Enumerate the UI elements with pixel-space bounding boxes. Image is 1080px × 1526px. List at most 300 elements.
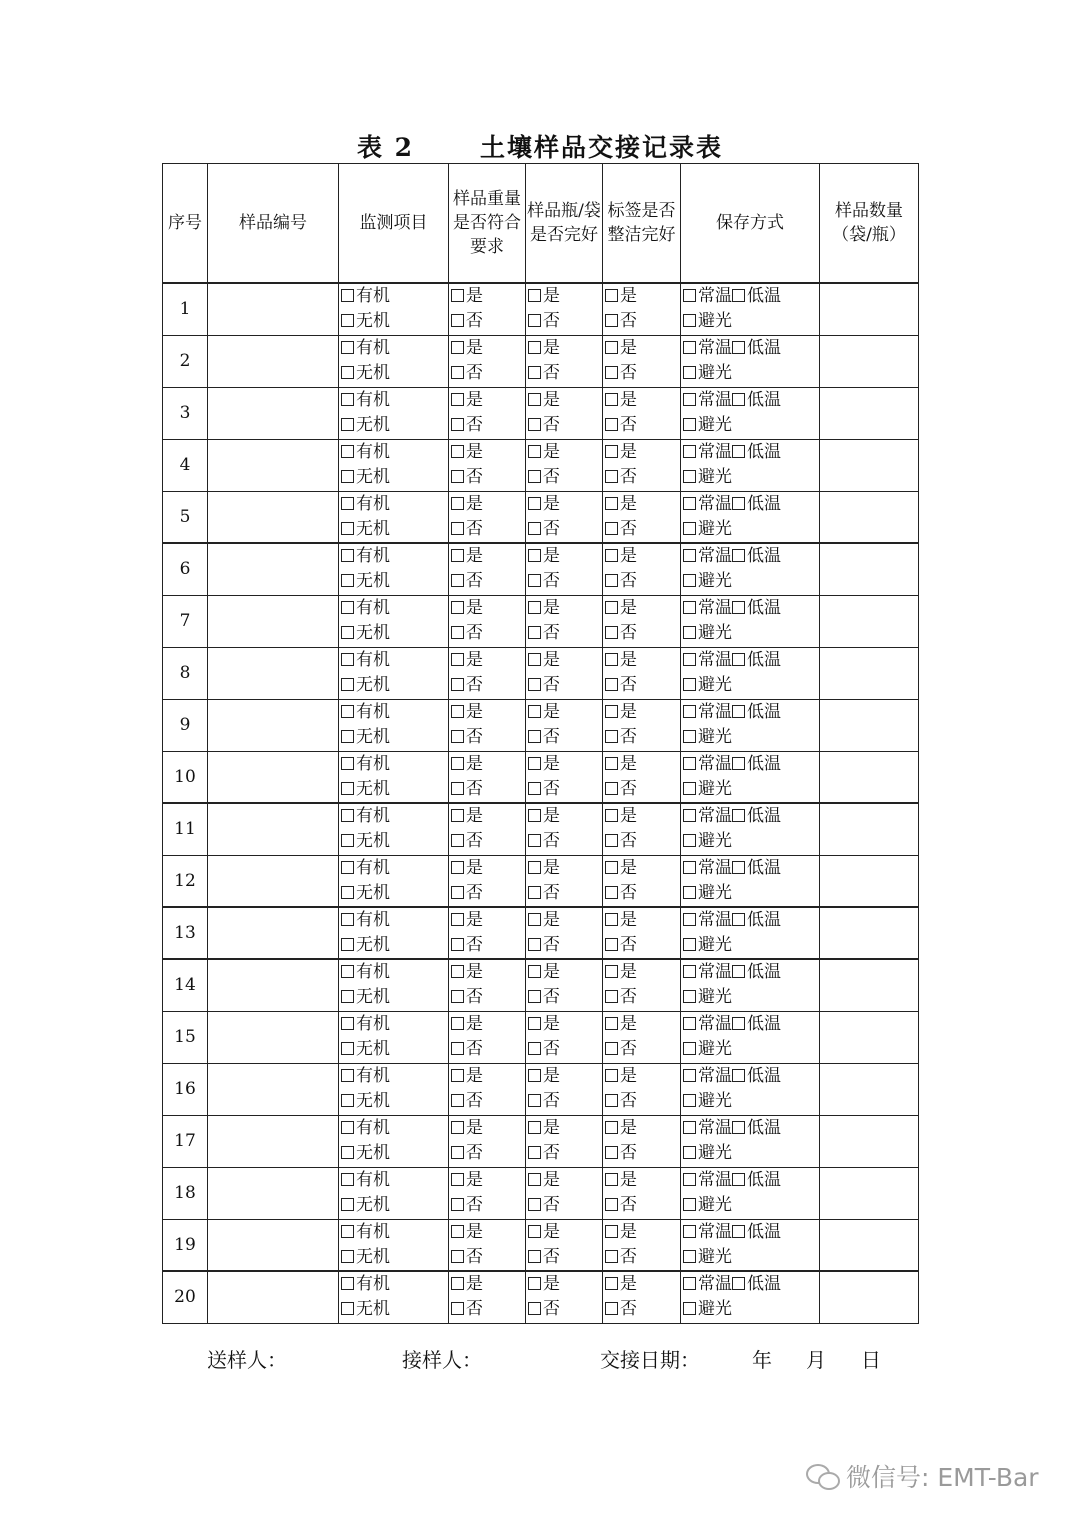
checkbox[interactable]	[732, 1277, 745, 1290]
checkbox[interactable]	[605, 289, 618, 302]
checkbox[interactable]	[683, 289, 696, 302]
option-organic[interactable]: 有机	[341, 284, 448, 309]
option-low-temp[interactable]: 低温	[747, 546, 781, 567]
quantity-cell[interactable]	[820, 543, 919, 595]
checkbox[interactable]	[683, 938, 696, 951]
checkbox[interactable]	[341, 809, 354, 822]
option-yes[interactable]: 是	[451, 388, 525, 413]
option-room-temp[interactable]: 常温	[698, 806, 732, 827]
checkbox[interactable]	[605, 757, 618, 770]
option-no[interactable]: 否	[605, 1037, 680, 1062]
checkbox[interactable]	[683, 782, 696, 795]
checkbox[interactable]	[528, 990, 541, 1003]
quantity-cell[interactable]	[820, 335, 919, 387]
checkbox[interactable]	[451, 470, 464, 483]
option-low-temp[interactable]: 低温	[747, 910, 781, 930]
option-no[interactable]: 否	[605, 673, 680, 698]
checkbox[interactable]	[451, 1302, 464, 1315]
checkbox[interactable]	[341, 1277, 354, 1290]
checkbox[interactable]	[528, 1121, 541, 1134]
quantity-cell[interactable]	[820, 699, 919, 751]
checkbox[interactable]	[732, 809, 745, 822]
option-no[interactable]: 否	[605, 985, 680, 1010]
option-dark[interactable]: 避光	[683, 1037, 819, 1062]
option-dark[interactable]: 避光	[683, 621, 819, 646]
option-room-temp[interactable]: 常温	[698, 650, 732, 670]
option-no[interactable]: 否	[451, 725, 525, 750]
checkbox[interactable]	[732, 757, 745, 770]
option-no[interactable]: 否	[451, 673, 525, 698]
option-inorganic[interactable]: 无机	[341, 1297, 448, 1322]
option-yes[interactable]: 是	[528, 336, 602, 361]
option-no[interactable]: 否	[605, 1089, 680, 1114]
checkbox[interactable]	[341, 1146, 354, 1159]
checkbox[interactable]	[683, 314, 696, 327]
option-low-temp[interactable]: 低温	[747, 390, 781, 410]
option-organic[interactable]: 有机	[341, 1064, 448, 1089]
checkbox[interactable]	[451, 1225, 464, 1238]
checkbox[interactable]	[341, 366, 354, 379]
option-inorganic[interactable]: 无机	[341, 1141, 448, 1166]
option-yes[interactable]: 是	[451, 700, 525, 725]
checkbox[interactable]	[451, 341, 464, 354]
option-dark[interactable]: 避光	[683, 1089, 819, 1114]
option-inorganic[interactable]: 无机	[341, 881, 448, 906]
checkbox[interactable]	[528, 678, 541, 691]
option-yes[interactable]: 是	[528, 960, 602, 985]
checkbox[interactable]	[605, 1094, 618, 1107]
option-low-temp[interactable]: 低温	[747, 857, 781, 878]
checkbox[interactable]	[341, 1094, 354, 1107]
checkbox[interactable]	[683, 366, 696, 379]
checkbox[interactable]	[605, 1121, 618, 1134]
checkbox[interactable]	[605, 809, 618, 822]
option-no[interactable]: 否	[528, 569, 602, 594]
option-yes[interactable]: 是	[528, 1012, 602, 1037]
checkbox[interactable]	[451, 913, 464, 926]
option-yes[interactable]: 是	[528, 1272, 602, 1297]
option-yes[interactable]: 是	[451, 284, 525, 309]
option-room-temp[interactable]: 常温	[698, 702, 732, 722]
checkbox[interactable]	[528, 782, 541, 795]
checkbox[interactable]	[528, 549, 541, 562]
option-no[interactable]: 否	[451, 309, 525, 334]
option-yes[interactable]: 是	[528, 1168, 602, 1193]
checkbox[interactable]	[451, 418, 464, 431]
checkbox[interactable]	[341, 705, 354, 718]
checkbox[interactable]	[528, 341, 541, 354]
checkbox[interactable]	[451, 782, 464, 795]
option-yes[interactable]: 是	[605, 336, 680, 361]
option-inorganic[interactable]: 无机	[341, 673, 448, 698]
checkbox[interactable]	[732, 705, 745, 718]
checkbox[interactable]	[732, 393, 745, 406]
option-yes[interactable]: 是	[451, 492, 525, 517]
checkbox[interactable]	[683, 861, 696, 874]
option-no[interactable]: 否	[605, 517, 680, 542]
checkbox[interactable]	[683, 757, 696, 770]
option-no[interactable]: 否	[605, 361, 680, 386]
checkbox[interactable]	[605, 418, 618, 431]
option-no[interactable]: 否	[451, 361, 525, 386]
quantity-cell[interactable]	[820, 283, 919, 335]
checkbox[interactable]	[605, 678, 618, 691]
option-yes[interactable]: 是	[451, 648, 525, 673]
option-organic[interactable]: 有机	[341, 336, 448, 361]
checkbox[interactable]	[732, 965, 745, 978]
option-room-temp[interactable]: 常温	[698, 1118, 732, 1138]
checkbox[interactable]	[683, 470, 696, 483]
checkbox[interactable]	[683, 341, 696, 354]
checkbox[interactable]	[528, 314, 541, 327]
option-no[interactable]: 否	[605, 1193, 680, 1218]
option-organic[interactable]: 有机	[341, 804, 448, 829]
option-yes[interactable]: 是	[605, 804, 680, 829]
option-yes[interactable]: 是	[451, 856, 525, 881]
checkbox[interactable]	[341, 990, 354, 1003]
quantity-cell[interactable]	[820, 439, 919, 491]
option-no[interactable]: 否	[605, 1245, 680, 1270]
checkbox[interactable]	[451, 1042, 464, 1055]
option-dark[interactable]: 避光	[683, 1141, 819, 1166]
checkbox[interactable]	[605, 314, 618, 327]
option-no[interactable]: 否	[451, 1297, 525, 1322]
option-no[interactable]: 否	[605, 933, 680, 958]
option-no[interactable]: 否	[451, 1089, 525, 1114]
option-dark[interactable]: 避光	[683, 1193, 819, 1218]
sample-no-cell[interactable]	[208, 647, 339, 699]
option-no[interactable]: 否	[528, 673, 602, 698]
option-no[interactable]: 否	[605, 309, 680, 334]
option-dark[interactable]: 避光	[683, 569, 819, 594]
checkbox[interactable]	[683, 1017, 696, 1030]
checkbox[interactable]	[341, 497, 354, 510]
option-yes[interactable]: 是	[451, 1272, 525, 1297]
sample-no-cell[interactable]	[208, 387, 339, 439]
option-yes[interactable]: 是	[451, 1012, 525, 1037]
option-low-temp[interactable]: 低温	[747, 1221, 781, 1242]
option-dark[interactable]: 避光	[683, 309, 819, 334]
checkbox[interactable]	[451, 1277, 464, 1290]
option-low-temp[interactable]: 低温	[747, 1170, 781, 1190]
option-yes[interactable]: 是	[605, 440, 680, 465]
checkbox[interactable]	[732, 1017, 745, 1030]
checkbox[interactable]	[341, 1225, 354, 1238]
option-yes[interactable]: 是	[605, 856, 680, 881]
option-yes[interactable]: 是	[528, 596, 602, 621]
option-yes[interactable]: 是	[605, 1168, 680, 1193]
checkbox[interactable]	[528, 626, 541, 639]
option-no[interactable]: 否	[605, 1297, 680, 1322]
option-dark[interactable]: 避光	[683, 517, 819, 542]
option-inorganic[interactable]: 无机	[341, 413, 448, 438]
option-no[interactable]: 否	[528, 1141, 602, 1166]
option-no[interactable]: 否	[605, 1141, 680, 1166]
sample-no-cell[interactable]	[208, 1219, 339, 1271]
checkbox[interactable]	[451, 393, 464, 406]
checkbox[interactable]	[528, 418, 541, 431]
checkbox[interactable]	[528, 1017, 541, 1030]
option-no[interactable]: 否	[451, 1141, 525, 1166]
checkbox[interactable]	[341, 678, 354, 691]
option-dark[interactable]: 避光	[683, 1245, 819, 1270]
checkbox[interactable]	[528, 289, 541, 302]
option-no[interactable]: 否	[451, 465, 525, 490]
checkbox[interactable]	[451, 757, 464, 770]
checkbox[interactable]	[605, 886, 618, 899]
checkbox[interactable]	[528, 809, 541, 822]
sample-no-cell[interactable]	[208, 959, 339, 1011]
checkbox[interactable]	[528, 522, 541, 535]
sample-no-cell[interactable]	[208, 1063, 339, 1115]
option-dark[interactable]: 避光	[683, 985, 819, 1010]
checkbox[interactable]	[341, 757, 354, 770]
option-room-temp[interactable]: 常温	[698, 1170, 732, 1190]
option-low-temp[interactable]: 低温	[747, 650, 781, 670]
option-no[interactable]: 否	[528, 517, 602, 542]
option-dark[interactable]: 避光	[683, 881, 819, 906]
option-yes[interactable]: 是	[528, 648, 602, 673]
option-yes[interactable]: 是	[451, 440, 525, 465]
checkbox[interactable]	[451, 730, 464, 743]
option-no[interactable]: 否	[528, 881, 602, 906]
sample-no-cell[interactable]	[208, 751, 339, 803]
option-dark[interactable]: 避光	[683, 361, 819, 386]
quantity-cell[interactable]	[820, 1011, 919, 1063]
checkbox[interactable]	[683, 1277, 696, 1290]
checkbox[interactable]	[732, 913, 745, 926]
option-room-temp[interactable]: 常温	[698, 962, 732, 983]
sample-no-cell[interactable]	[208, 1271, 339, 1323]
checkbox[interactable]	[683, 1302, 696, 1315]
checkbox[interactable]	[605, 497, 618, 510]
option-yes[interactable]: 是	[528, 492, 602, 517]
checkbox[interactable]	[528, 1094, 541, 1107]
option-yes[interactable]: 是	[451, 960, 525, 985]
option-no[interactable]: 否	[605, 725, 680, 750]
checkbox[interactable]	[683, 1069, 696, 1082]
option-yes[interactable]: 是	[605, 648, 680, 673]
sample-no-cell[interactable]	[208, 1167, 339, 1219]
option-inorganic[interactable]: 无机	[341, 725, 448, 750]
option-yes[interactable]: 是	[605, 908, 680, 933]
option-no[interactable]: 否	[605, 569, 680, 594]
option-organic[interactable]: 有机	[341, 440, 448, 465]
checkbox[interactable]	[683, 1198, 696, 1211]
checkbox[interactable]	[683, 418, 696, 431]
checkbox[interactable]	[341, 782, 354, 795]
checkbox[interactable]	[683, 809, 696, 822]
checkbox[interactable]	[605, 1173, 618, 1186]
checkbox[interactable]	[605, 913, 618, 926]
sample-no-cell[interactable]	[208, 595, 339, 647]
option-inorganic[interactable]: 无机	[341, 309, 448, 334]
option-dark[interactable]: 避光	[683, 413, 819, 438]
checkbox[interactable]	[605, 705, 618, 718]
option-organic[interactable]: 有机	[341, 700, 448, 725]
checkbox[interactable]	[341, 861, 354, 874]
option-no[interactable]: 否	[605, 621, 680, 646]
checkbox[interactable]	[683, 1094, 696, 1107]
checkbox[interactable]	[528, 1302, 541, 1315]
option-low-temp[interactable]: 低温	[747, 806, 781, 827]
option-room-temp[interactable]: 常温	[698, 857, 732, 878]
checkbox[interactable]	[451, 653, 464, 666]
option-no[interactable]: 否	[451, 1245, 525, 1270]
checkbox[interactable]	[341, 730, 354, 743]
option-room-temp[interactable]: 常温	[698, 390, 732, 410]
option-no[interactable]: 否	[451, 1193, 525, 1218]
sample-no-cell[interactable]	[208, 491, 339, 543]
option-yes[interactable]: 是	[605, 1116, 680, 1141]
checkbox[interactable]	[451, 1146, 464, 1159]
checkbox[interactable]	[341, 314, 354, 327]
checkbox[interactable]	[528, 705, 541, 718]
checkbox[interactable]	[605, 1250, 618, 1263]
checkbox[interactable]	[683, 1225, 696, 1238]
checkbox[interactable]	[451, 289, 464, 302]
checkbox[interactable]	[605, 782, 618, 795]
option-no[interactable]: 否	[528, 361, 602, 386]
option-yes[interactable]: 是	[528, 908, 602, 933]
quantity-cell[interactable]	[820, 647, 919, 699]
sample-no-cell[interactable]	[208, 335, 339, 387]
option-dark[interactable]: 避光	[683, 777, 819, 802]
option-no[interactable]: 否	[528, 1193, 602, 1218]
checkbox[interactable]	[683, 678, 696, 691]
checkbox[interactable]	[605, 366, 618, 379]
option-low-temp[interactable]: 低温	[747, 702, 781, 722]
option-no[interactable]: 否	[605, 465, 680, 490]
checkbox[interactable]	[528, 861, 541, 874]
option-organic[interactable]: 有机	[341, 1116, 448, 1141]
option-yes[interactable]: 是	[528, 856, 602, 881]
option-no[interactable]: 否	[451, 829, 525, 854]
checkbox[interactable]	[683, 705, 696, 718]
checkbox[interactable]	[683, 549, 696, 562]
option-inorganic[interactable]: 无机	[341, 361, 448, 386]
quantity-cell[interactable]	[820, 1115, 919, 1167]
option-no[interactable]: 否	[451, 777, 525, 802]
checkbox[interactable]	[605, 990, 618, 1003]
option-organic[interactable]: 有机	[341, 544, 448, 569]
checkbox[interactable]	[605, 938, 618, 951]
checkbox[interactable]	[341, 470, 354, 483]
sample-no-cell[interactable]	[208, 283, 339, 335]
option-organic[interactable]: 有机	[341, 1220, 448, 1245]
option-yes[interactable]: 是	[528, 1116, 602, 1141]
option-room-temp[interactable]: 常温	[698, 1221, 732, 1242]
checkbox[interactable]	[341, 549, 354, 562]
checkbox[interactable]	[451, 601, 464, 614]
checkbox[interactable]	[341, 393, 354, 406]
checkbox[interactable]	[732, 497, 745, 510]
option-yes[interactable]: 是	[451, 336, 525, 361]
checkbox[interactable]	[341, 834, 354, 847]
checkbox[interactable]	[683, 1146, 696, 1159]
option-yes[interactable]: 是	[528, 544, 602, 569]
option-room-temp[interactable]: 常温	[698, 493, 732, 514]
option-no[interactable]: 否	[605, 777, 680, 802]
checkbox[interactable]	[605, 834, 618, 847]
checkbox[interactable]	[683, 1173, 696, 1186]
checkbox[interactable]	[341, 886, 354, 899]
option-no[interactable]: 否	[451, 413, 525, 438]
checkbox[interactable]	[683, 913, 696, 926]
option-yes[interactable]: 是	[528, 700, 602, 725]
quantity-cell[interactable]	[820, 491, 919, 543]
checkbox[interactable]	[451, 1094, 464, 1107]
checkbox[interactable]	[683, 1042, 696, 1055]
checkbox[interactable]	[732, 549, 745, 562]
checkbox[interactable]	[683, 393, 696, 406]
checkbox[interactable]	[451, 886, 464, 899]
option-no[interactable]: 否	[451, 517, 525, 542]
checkbox[interactable]	[732, 445, 745, 458]
checkbox[interactable]	[528, 653, 541, 666]
checkbox[interactable]	[605, 601, 618, 614]
checkbox[interactable]	[683, 522, 696, 535]
quantity-cell[interactable]	[820, 855, 919, 907]
option-yes[interactable]: 是	[451, 804, 525, 829]
sample-no-cell[interactable]	[208, 855, 339, 907]
option-no[interactable]: 否	[451, 621, 525, 646]
option-yes[interactable]: 是	[605, 1220, 680, 1245]
checkbox[interactable]	[732, 1225, 745, 1238]
option-dark[interactable]: 避光	[683, 673, 819, 698]
checkbox[interactable]	[528, 1173, 541, 1186]
option-room-temp[interactable]: 常温	[698, 338, 732, 358]
checkbox[interactable]	[451, 809, 464, 822]
checkbox[interactable]	[528, 730, 541, 743]
checkbox[interactable]	[605, 1277, 618, 1290]
checkbox[interactable]	[605, 1042, 618, 1055]
option-room-temp[interactable]: 常温	[698, 910, 732, 930]
option-yes[interactable]: 是	[528, 440, 602, 465]
checkbox[interactable]	[605, 522, 618, 535]
option-yes[interactable]: 是	[605, 544, 680, 569]
option-no[interactable]: 否	[528, 1245, 602, 1270]
option-yes[interactable]: 是	[605, 960, 680, 985]
checkbox[interactable]	[451, 1250, 464, 1263]
option-no[interactable]: 否	[451, 985, 525, 1010]
checkbox[interactable]	[451, 1017, 464, 1030]
quantity-cell[interactable]	[820, 387, 919, 439]
option-yes[interactable]: 是	[528, 284, 602, 309]
checkbox[interactable]	[451, 1069, 464, 1082]
option-no[interactable]: 否	[528, 309, 602, 334]
checkbox[interactable]	[341, 445, 354, 458]
checkbox[interactable]	[341, 341, 354, 354]
checkbox[interactable]	[341, 653, 354, 666]
option-yes[interactable]: 是	[528, 804, 602, 829]
checkbox[interactable]	[528, 1225, 541, 1238]
checkbox[interactable]	[341, 626, 354, 639]
checkbox[interactable]	[451, 445, 464, 458]
checkbox[interactable]	[451, 549, 464, 562]
checkbox[interactable]	[528, 886, 541, 899]
checkbox[interactable]	[341, 1250, 354, 1263]
sample-no-cell[interactable]	[208, 439, 339, 491]
checkbox[interactable]	[683, 834, 696, 847]
checkbox[interactable]	[528, 965, 541, 978]
checkbox[interactable]	[528, 601, 541, 614]
checkbox[interactable]	[341, 574, 354, 587]
quantity-cell[interactable]	[820, 959, 919, 1011]
option-inorganic[interactable]: 无机	[341, 1089, 448, 1114]
quantity-cell[interactable]	[820, 1063, 919, 1115]
option-yes[interactable]: 是	[451, 544, 525, 569]
